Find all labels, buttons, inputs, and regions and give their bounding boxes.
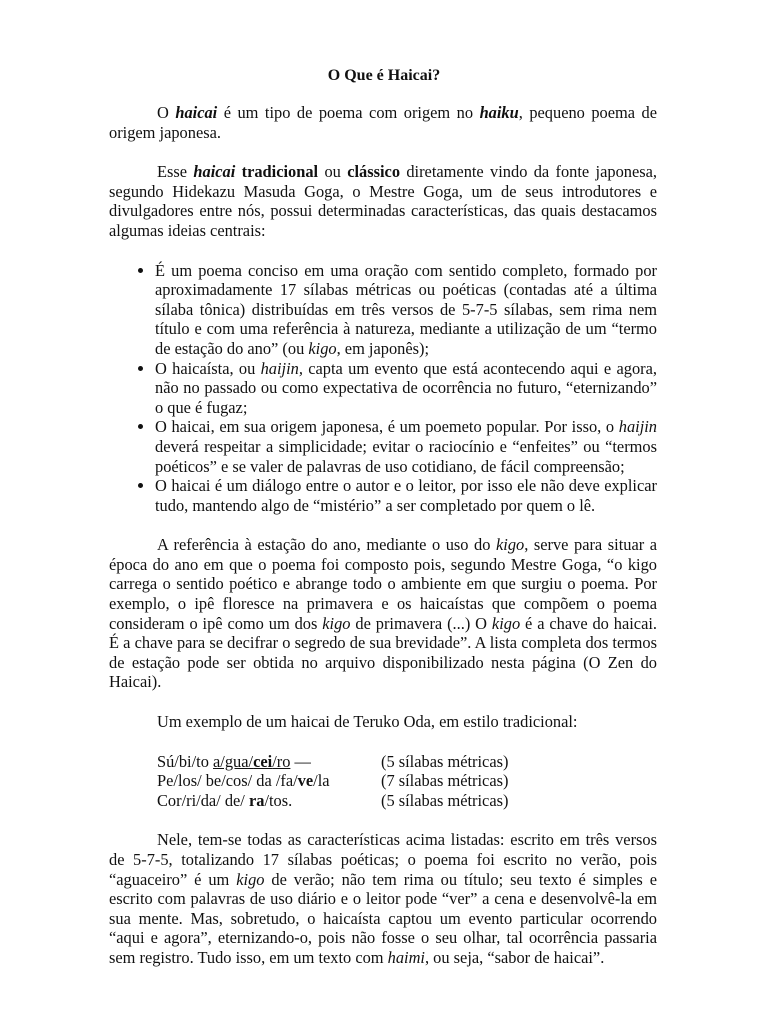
term-kigo: kigo	[308, 338, 337, 358]
text-run: , em japonês);	[336, 338, 430, 358]
document-title: O Que é Haicai?	[327, 67, 441, 84]
haicai-poem	[109, 752, 657, 811]
poem-line	[157, 752, 657, 772]
text-run: é a chave do haicai. É a chave para se decifrar o segredo de sua brevidade”. A lista completa dos termos de estação pode ser obtida no arquivo disponibilizado nesta página (O Zen do Haicai).	[109, 613, 658, 692]
paragraph-example-intro: Um exemplo de um haicai de Teruko Oda, em estilo tradicional:	[157, 712, 578, 732]
paragraph-gap	[109, 732, 657, 752]
poem-line	[157, 771, 657, 791]
document-body	[109, 103, 657, 968]
poem-line	[157, 791, 657, 811]
paragraph-analysis	[109, 830, 657, 967]
paragraph-gap	[109, 142, 657, 162]
paragraph-gap	[109, 810, 657, 830]
text-run: de verão; não tem rima ou título; seu texto é simples e escrito com palavras de uso diário e o leitor pode “ver” a cena e desenvolvê-la em sua mente. Mas, sobretudo, o haicaísta captou um evento particular ocorrendo “aqui e agora”, eternizando-o, pois não fosse o seu olhar, tal ocorrência passaria sem registro. Tudo isso, em um texto com	[109, 869, 657, 967]
text-run: deverá respeitar a simplicidade; evitar o raciocínio e “enfeites” ou “termos poéticos” e se valer de palavras de uso cotidiano, de fácil compreensão;	[155, 436, 657, 476]
text-run: Cor/ri/da/ de/	[157, 790, 249, 810]
term-haiku: haiku	[479, 103, 519, 122]
paragraph-kigo	[109, 535, 657, 692]
term-haimi: haimi	[387, 947, 425, 967]
term-haijin: haijin,	[260, 358, 303, 378]
text-run: /tos.	[264, 790, 293, 810]
text-run: O haicai, em sua origem japonesa, é um poemeto popular. Por isso, o	[155, 417, 619, 437]
paragraph-intro	[109, 103, 657, 142]
term-kigo: kigo	[322, 613, 351, 633]
list-item	[155, 476, 657, 515]
poem-verse	[157, 771, 381, 791]
list-item	[155, 261, 657, 359]
tonic-syllable: cei	[253, 751, 273, 771]
text-run: O haicai é um diálogo entre o autor e o leitor, por isso ele não deve explicar tudo, mantendo algo de “mistério” a ser completado por quem o lê.	[155, 476, 657, 515]
text-run: , ou seja, “sabor de haicai”.	[424, 947, 605, 967]
term-haicai: haicai	[175, 103, 218, 122]
text-run: O haicaísta, ou	[155, 358, 261, 378]
paragraph-traditional	[109, 162, 657, 240]
tonic-syllable: ra	[248, 790, 265, 810]
list-item	[155, 359, 657, 418]
text-run: capta um evento que está acontecendo aqui e agora, não no passado ou como expectativa de ocorrência no futuro, “eternizando” o que é fugaz;	[155, 358, 657, 417]
syllable-count: (5 sílabas métricas)	[381, 790, 509, 810]
text-run: Sú/bi/to	[157, 751, 214, 771]
text-run: , pequeno poema de origem japonesa.	[109, 103, 658, 142]
text-run: Nele, tem-se todas as características acima listadas: escrito em três versos de 5-7-5, totalizando 17 sílabas poéticas; o poema foi escrito no verão, pois “aguaceiro” é um	[109, 830, 657, 889]
text-run: —	[290, 751, 311, 771]
text-run: é um tipo de poema com origem no	[217, 103, 480, 122]
text-run: O	[157, 103, 176, 122]
text-run: /la	[313, 771, 330, 791]
text-run: diretamente vindo da fonte japonesa, segundo Hidekazu Masuda Goga, o Mestre Goga, um de seus introdutores e divulgadores entre nós, possui determinadas características, das quais destacamos algumas ideias centrais:	[109, 162, 657, 240]
text-run: ou	[318, 162, 348, 182]
syllable-count: (7 sílabas métricas)	[381, 771, 509, 791]
text-run: Pe/los/ be/cos/ da /fa/	[157, 771, 298, 791]
text-run: , serve para situar a época do ano em que o poema foi composto pois, segundo Mestre Goga, “o kigo carrega o sentido poético e abrange todo o ambiente em que surgiu o poema. Por exemplo, o ipê floresce na primavera e os haicaístas que compõem o poema consideram o ipê como um dos	[109, 535, 657, 633]
term-tradicional: tradicional	[241, 162, 319, 182]
tonic-syllable: ve	[297, 771, 314, 791]
paragraph-gap	[109, 692, 657, 712]
poem-verse	[157, 752, 381, 772]
text-run: É um poema conciso em uma oração com sentido completo, formado por aproximadamente 17 sílabas métricas ou poéticas (contadas até a última sílaba tônica) distribuídas em três versos de 5-7-5 sílabas, sem rima nem título e com uma referência à natureza, mediante a utilização de um “termo de estação do ano” (ou	[155, 260, 657, 358]
term-kigo: kigo	[496, 535, 525, 555]
central-ideas-list	[109, 261, 657, 516]
term-kigo: kigo	[491, 613, 521, 633]
paragraph-gap	[109, 241, 657, 261]
text-run: A referência à estação do ano, mediante o uso do	[157, 535, 496, 555]
text-run: de primavera (...) O	[350, 613, 492, 633]
text-run: /ro	[272, 751, 291, 771]
term-haijin: haijin	[618, 417, 657, 437]
text-run: a/gua/	[213, 751, 254, 771]
list-item	[155, 417, 657, 476]
poem-verse	[157, 791, 381, 811]
text-run: Esse	[157, 162, 194, 182]
term-haicai: haicai	[193, 162, 236, 182]
paragraph-gap	[109, 515, 657, 535]
term-kigo: kigo	[236, 869, 265, 889]
syllable-count: (5 sílabas métricas)	[381, 751, 509, 771]
term-classico: clássico	[347, 162, 401, 182]
